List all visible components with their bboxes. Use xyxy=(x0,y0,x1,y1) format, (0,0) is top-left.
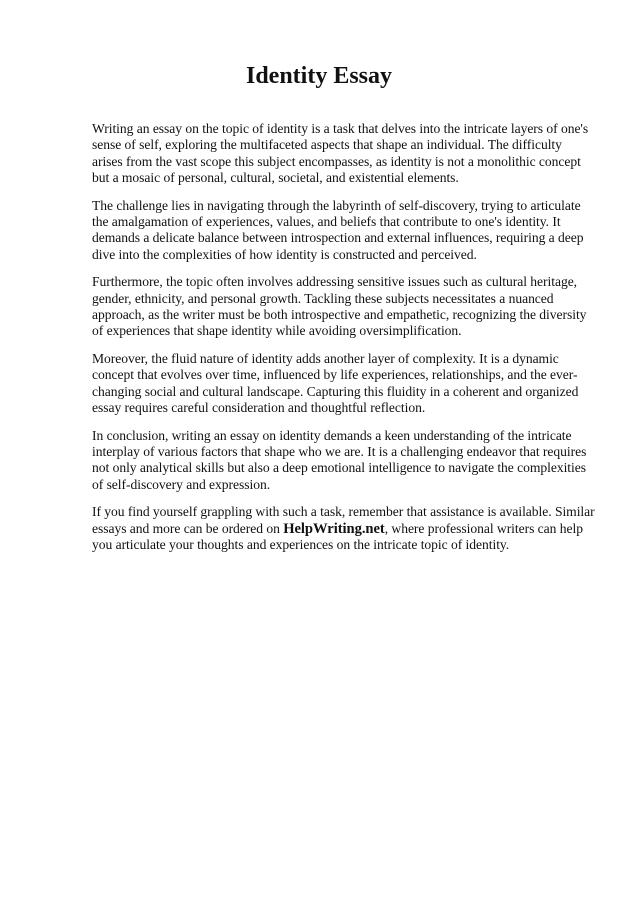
paragraph-3: Furthermore, the topic often involves addressing sensitive issues such as cultural heritage, gender, ethnicity, and personal growth. Tackling these subjects necessitates a nuanced approach, as the writer must be both introspective and empathetic, recognizing the diversity of experiences that shape identity while avoiding oversimplification. xyxy=(92,274,587,339)
closing-text-before-link: If you find yourself grappling with such a task, remember that assistance is available. Similar essays and more can be ordered on xyxy=(92,504,595,536)
essay-title: Identity Essay xyxy=(245,63,393,89)
essay-body xyxy=(92,121,595,564)
paragraph-4: Moreover, the fluid nature of identity adds another layer of complexity. It is a dynamic concept that evolves over time, influenced by life experiences, relationships, and the ever-changing social and cultural landscape. Capturing this fluidity in a coherent and organized essay requires careful consideration and thoughtful reflection. xyxy=(92,350,579,416)
paragraph-2: The challenge lies in navigating through the labyrinth of self-discovery, trying to articulate the amalgamation of experiences, values, and beliefs that contribute to one's identity. It demands a delicate balance between introspection and external influences, requiring a deep dive into the complexities of how identity is constructed and perceived. xyxy=(92,197,584,262)
closing-paragraph xyxy=(92,504,595,553)
paragraph-5: In conclusion, writing an essay on identity demands a keen understanding of the intricate interplay of various factors that shape who we are. It is a challenging endeavor that requires not only analytical skills but also a deep emotional intelligence to navigate the complexities of self-discovery and expression. xyxy=(92,427,587,492)
helpwriting-link[interactable]: HelpWriting.net xyxy=(283,520,385,537)
paragraph-1: Writing an essay on the topic of identity is a task that delves into the intricate layers of one's sense of self, exploring the multifaceted aspects that shape an individual. The difficulty arises from the vast scope this subject encompasses, as identity is not a monolithic concept but a mosaic of personal, cultural, societal, and existential elements. xyxy=(92,121,589,186)
closing-text-after-link: , where professional writers can help you articulate your thoughts and experiences on the intricate topic of identity. xyxy=(92,520,583,552)
